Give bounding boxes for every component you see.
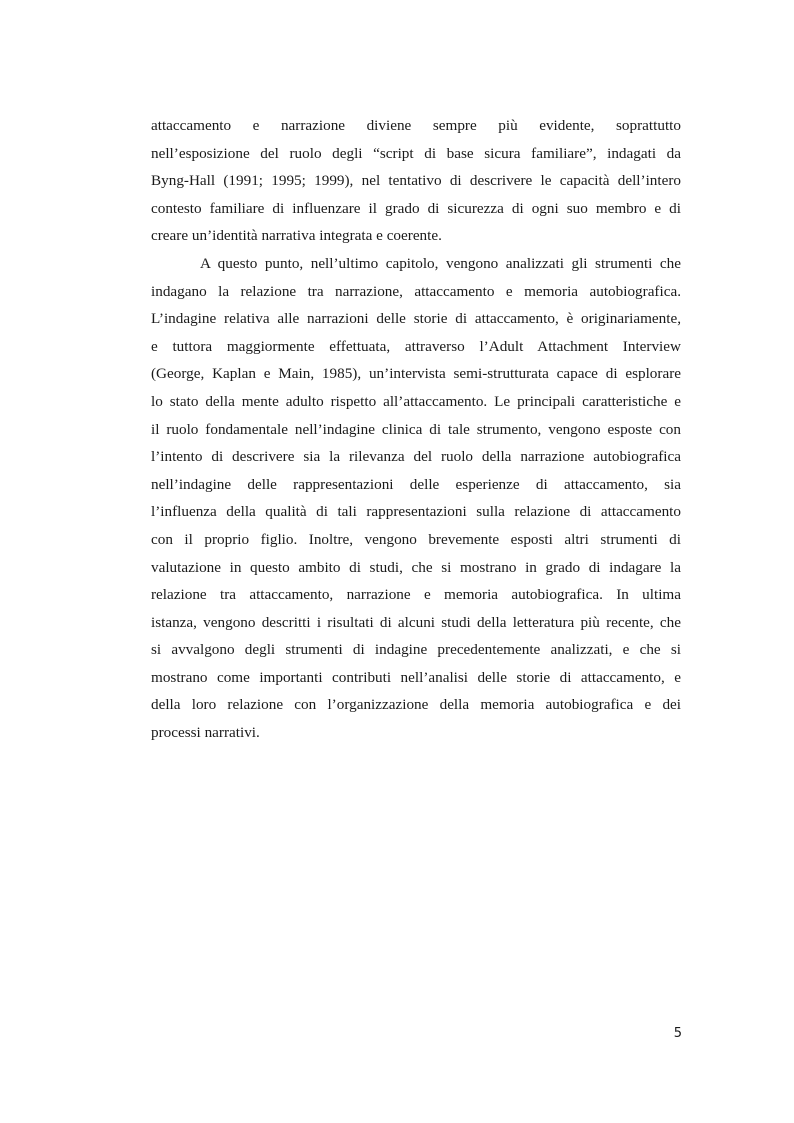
- text-line: relazione tra attaccamento, narrazione e memoria autobiografica. In ultima: [151, 586, 681, 604]
- text-line: si avvalgono degli strumenti di indagine precedentemente analizzati, e che si: [151, 641, 681, 659]
- text-line: contesto familiare di influenzare il grado di sicurezza di ogni suo membro e di: [151, 199, 681, 217]
- text-line: Byng-Hall (1991; 1995; 1999), nel tentativo di descrivere le capacità dell’intero: [151, 172, 681, 190]
- text-line: valutazione in questo ambito di studi, che si mostrano in grado di indagare la: [151, 558, 681, 576]
- text-line: della loro relazione con l’organizzazione della memoria autobiografica e dei: [151, 696, 681, 714]
- text-line: mostrano come importanti contributi nell’analisi delle storie di attaccamento, e: [151, 668, 681, 686]
- text-line: con il proprio figlio. Inoltre, vengono brevemente esposti altri strumenti di: [151, 530, 681, 548]
- text-line: nell’indagine delle rappresentazioni delle esperienze di attaccamento, sia: [151, 475, 681, 493]
- text-line: creare un’identità narrativa integrata e coerente.: [151, 227, 442, 245]
- text-line: L’indagine relativa alle narrazioni delle storie di attaccamento, è originariamente,: [151, 310, 681, 328]
- page-number: 5: [673, 1026, 682, 1041]
- text-line: indagano la relazione tra narrazione, attaccamento e memoria autobiografica.: [151, 282, 681, 300]
- text-line: (George, Kaplan e Main, 1985), un’intervista semi-strutturata capace di esplorare: [151, 365, 681, 383]
- text-line: il ruolo fondamentale nell’indagine clinica di tale strumento, vengono esposte con: [151, 420, 681, 438]
- text-line: A questo punto, nell’ultimo capitolo, vengono analizzati gli strumenti che: [200, 254, 681, 272]
- text-line: istanza, vengono descritti i risultati di alcuni studi della letteratura più recente, che: [151, 613, 681, 631]
- body-text: [151, 112, 681, 747]
- text-line: l’intento di descrivere sia la rilevanza del ruolo della narrazione autobiografica: [151, 448, 681, 466]
- text-line: lo stato della mente adulto rispetto all’attaccamento. Le principali caratteristiche e: [151, 392, 681, 410]
- text-line: l’influenza della qualità di tali rappresentazioni sulla relazione di attaccamento: [151, 503, 681, 521]
- text-line: attaccamento e narrazione diviene sempre più evidente, soprattutto: [151, 117, 681, 134]
- text-line: processi narrativi.: [151, 724, 260, 742]
- text-line: nell’esposizione del ruolo degli “script di base sicura familiare”, indagati da: [151, 144, 681, 162]
- text-line: e tuttora maggiormente effettuata, attraverso l’Adult Attachment Interview: [151, 337, 681, 355]
